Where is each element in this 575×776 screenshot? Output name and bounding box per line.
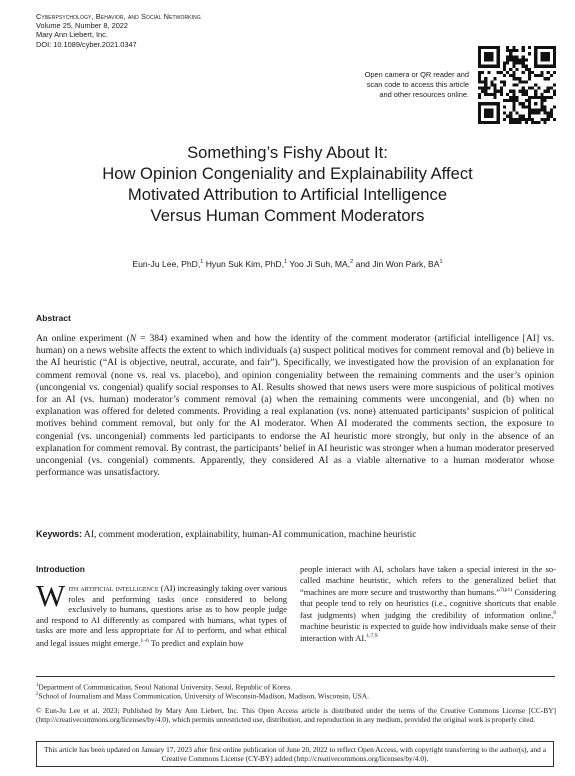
title-line: Versus Human Comment Moderators xyxy=(150,206,425,225)
license-notice: © Eun-Ju Lee et al. 2023; Published by Mary Ann Liebert, Inc. This Open Access article is distributed under the terms of the Creative Commons License [CC-BY] (http://creativecommons.org/licenses/by/4.0), which permits unrestricted use, distribution, and reproduction in any medium, provided the original work is properly cited. xyxy=(36,706,556,725)
intro-text: machine heuristic is expected to guide how individuals make sense of their interaction with AI. xyxy=(300,620,556,644)
footnote-divider xyxy=(36,676,555,677)
intro-column-right xyxy=(300,564,556,644)
citation[interactable]: 1–6 xyxy=(140,637,149,644)
journal-doi[interactable]: DOI: 10.1089/cyber.2021.0347 xyxy=(36,39,137,49)
author-affiliation-mark: 1 xyxy=(200,259,204,266)
journal-header xyxy=(36,12,201,49)
qr-note-line: and other resources online. xyxy=(379,90,469,99)
author: Hyun Suk Kim, PhD, xyxy=(205,259,285,269)
qr-note-line: Open camera or QR reader and xyxy=(364,70,469,79)
abstract-fragment: An online experiment ( xyxy=(36,333,130,344)
abstract-fragment: = 384) examined when and how the identity of the comment moderator (artificial intelligence [AI] vs. human) on a news website affects the extent to which individuals (a) suspect political motives for comment removal and (b) believe in the AI heuristic (“AI is objective, neutral, accurate, and fair”). Specifically, we investigated how the provision of an explanation for comment removal (none vs. real vs. placebo), and opinion congeniality between the remaining comments and the user’s opinion (uncongenial vs. congenial) qualify social responses to AI. Results showed that news users were more suspicious of political motives for an AI (vs. human) moderator’s comment removal (a) when the remaining comments were uncongenial, and (b) when no explanation was offered for deleted comments. Providing a real explanation (vs. none) attenuated participants’ suspicion of political motives behind comment removal, but only for the AI moderator. When AI moderated the comments section, the exposure to congenial (vs. uncongenial) comments led participants to endorse the AI heuristic more strongly, but only in the absence of an explanation for comment removal. By contrast, the participants’ belief in AI heuristic was stronger when a human moderator preserved uncongenial (vs. congenial) comments. Apparently, they considered AI as a viable alternative to a human moderator whose performance was unsatisfactory. xyxy=(36,333,554,479)
journal-volume: Volume 25, Number 8, 2022 xyxy=(36,21,129,31)
citation[interactable]: 8 xyxy=(553,610,556,617)
citation[interactable]: 1,7,9 xyxy=(366,633,378,640)
title-line: How Opinion Congeniality and Explainability Affect xyxy=(102,164,473,183)
author: and Jin Won Park, BA xyxy=(355,259,440,269)
intro-text: people interact with AI, scholars have taken a special interest in the so-called machine heuristic, which refers to the generalized belief that “machines are more secure and trustworthy than humans.” xyxy=(300,564,556,598)
update-notice-box: This article has been updated on January 17, 2023 after first online publication of June 20, 2022 to reflect Open Access, with copyright transferring to the author(s), and a Creative Commons License (CY-BY) added (http://creativecommons.org/licenses/by/4.0). xyxy=(36,741,554,767)
affiliation xyxy=(36,690,556,701)
affiliation-mark: 2 xyxy=(36,692,39,697)
qr-instruction xyxy=(309,70,469,100)
qr-code-icon[interactable] xyxy=(478,46,556,124)
title-line: Something’s Fishy About It: xyxy=(187,143,388,162)
title-line: Motivated Attribution to Artificial Intelligence xyxy=(127,185,448,204)
abstract-variable: N xyxy=(129,333,137,344)
author: Yoo Ji Suh, MA, xyxy=(289,259,351,269)
journal-title: Cyberpsychology, Behavior, and Social Networking xyxy=(36,12,201,21)
journal-publisher: Mary Ann Liebert, Inc. xyxy=(36,30,108,40)
keywords-text: AI, comment moderation, explainability, human-AI communication, machine heuristic xyxy=(83,529,417,540)
affiliation-text: Department of Communication, Seoul National University, Seoul, Republic of Korea. xyxy=(38,682,292,692)
abstract-heading: Abstract xyxy=(36,313,71,323)
abstract-text xyxy=(36,333,554,479)
intro-text: To predict and explain how xyxy=(148,637,244,648)
intro-text: (AI) increasingly taking over various roles and performing tasks once considered to belong exclusively to humans, questions arise as to how people judge and respond to AI differently as compared with humans, what types of tasks are more and less appropriate for AI to perform, and what ethical and legal issues might emerge. xyxy=(36,583,287,648)
author-affiliation-mark: 2 xyxy=(350,259,354,266)
qr-note-line: scan code to access this article xyxy=(366,80,469,89)
affiliation-text: School of Journalism and Mass Communication, University of Wisconsin-Madison, Madison, Wisconsin, USA. xyxy=(38,691,369,701)
lead-in: ith artificial intelligence xyxy=(68,583,159,593)
keywords-label: Keywords: xyxy=(36,529,83,539)
intro-heading: Introduction xyxy=(36,564,85,574)
intro-text: Considering that people tend to rely on heuristics (i.e., cognitive shortcuts that enable fast judgments) when judging the credibility of information online, xyxy=(300,587,557,621)
affiliation-mark: 1 xyxy=(36,683,39,688)
author: Eun-Ju Lee, PhD, xyxy=(132,259,201,269)
keywords xyxy=(36,529,554,540)
drop-cap: W xyxy=(36,578,66,613)
author-affiliation-mark: 1 xyxy=(284,259,288,266)
author-affiliation-mark: 1 xyxy=(439,259,443,266)
author-list xyxy=(20,259,555,269)
article-title xyxy=(40,142,535,226)
citation[interactable]: 7(p1) xyxy=(500,587,513,594)
intro-column-left xyxy=(36,578,287,648)
